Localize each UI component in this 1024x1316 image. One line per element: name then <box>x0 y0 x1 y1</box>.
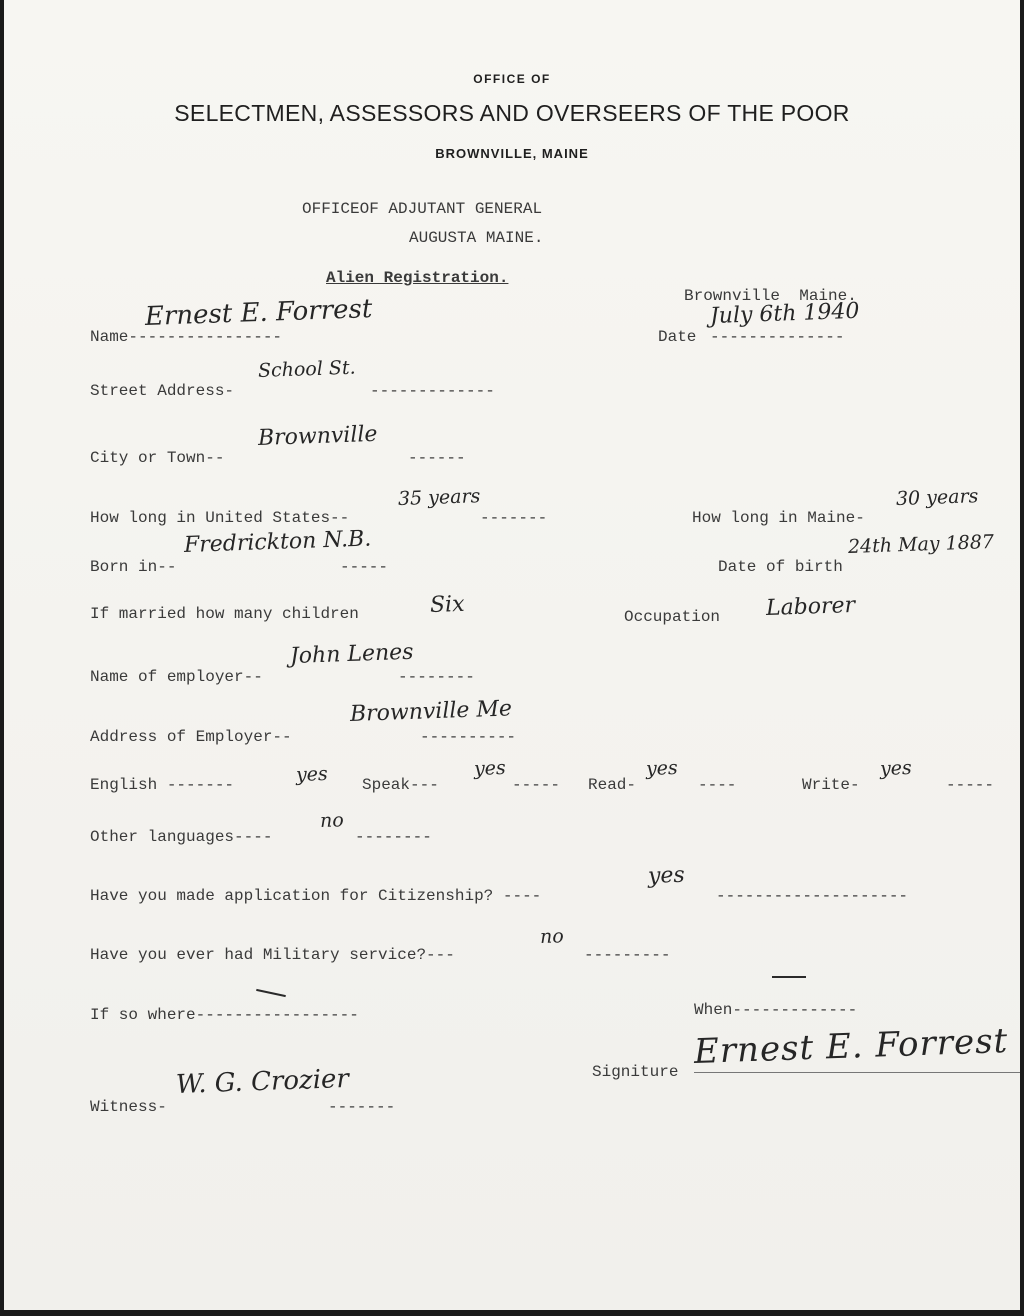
name-dashes: --------------- <box>138 328 283 346</box>
when-label: When------------- <box>694 1001 858 1019</box>
english-label: English ------- <box>90 776 235 794</box>
augusta-maine: AUGUSTA MAINE. <box>409 229 544 247</box>
write-label: Write- <box>802 776 860 794</box>
witness-label: Witness- <box>90 1098 167 1116</box>
street-value: School St. <box>257 356 356 382</box>
scan-border-left <box>0 0 4 1316</box>
occupation-label: Occupation <box>624 608 721 626</box>
letterhead-town: BROWNVILLE, MAINE <box>435 146 589 161</box>
years-maine-label: How long in Maine- <box>692 509 865 527</box>
date-dashes: -------------- <box>710 328 845 346</box>
employer-address-value: Brownville Me <box>349 696 513 727</box>
employer-address-label: Address of Employer-- <box>90 728 292 746</box>
witness-value: W. G. Crozier <box>175 1063 350 1100</box>
citizenship-value: yes <box>647 862 686 889</box>
where-stroke <box>256 989 286 997</box>
speak-label: Speak--- <box>362 776 439 794</box>
form-title: Alien Registration. <box>326 269 509 287</box>
military-label: Have you ever had Military service?--- <box>90 946 455 964</box>
witness-dashes: ------- <box>328 1098 396 1116</box>
date-of-birth-label: Date of birth <box>718 558 843 576</box>
years-us-dashes: ------- <box>480 509 548 527</box>
letterhead-title: SELECTMEN, ASSESSORS AND OVERSEERS OF THE POOR <box>174 100 850 126</box>
born-in-dashes: ----- <box>340 558 389 576</box>
date-value: July 6th 1940 <box>709 298 860 329</box>
years-us-value: 35 years <box>397 485 481 510</box>
speak-dashes: ----- <box>512 776 561 794</box>
name-value: Ernest E. Forrest <box>144 294 373 332</box>
born-in-label: Born in-- <box>90 558 177 576</box>
city-dashes: ------ <box>408 449 466 467</box>
other-languages-dashes: -------- <box>355 828 432 846</box>
military-dashes: --------- <box>584 946 671 964</box>
signature-label: Signiture <box>592 1063 679 1081</box>
write-dashes: ----- <box>946 776 995 794</box>
street-dashes: ------------- <box>370 382 495 400</box>
office-adjutant-general: OFFICEOF ADJUTANT GENERAL <box>302 200 543 218</box>
married-children-label: If married how many children <box>90 605 359 623</box>
street-label: Street Address- <box>90 382 235 400</box>
letterhead-office-of: OFFICE OF <box>473 72 551 86</box>
other-languages-label: Other languages---- <box>90 828 273 846</box>
read-label: Read- <box>588 776 637 794</box>
children-value: Six <box>429 591 465 618</box>
occupation-value: Laborer <box>765 592 856 621</box>
years-maine-value: 30 years <box>895 485 979 510</box>
read-value: yes <box>645 756 679 780</box>
when-stroke <box>772 976 806 978</box>
other-languages-value: no <box>319 809 345 832</box>
read-dashes: ---- <box>698 776 737 794</box>
employer-dashes: -------- <box>398 668 475 686</box>
military-value: no <box>539 925 565 948</box>
signature-line <box>694 1072 1020 1073</box>
employer-label: Name of employer-- <box>90 668 263 686</box>
if-so-where-label: If so where----------------- <box>90 1006 359 1024</box>
years-us-label: How long in United States-- <box>90 509 350 527</box>
english-value: yes <box>295 762 329 786</box>
signature-value: Ernest E. Forrest <box>693 1021 1009 1072</box>
employer-address-dashes: ---------- <box>420 728 517 746</box>
born-in-value: Fredrickton N.B. <box>183 526 372 558</box>
write-value: yes <box>879 756 913 780</box>
date-label: Date <box>658 328 697 346</box>
city-label: City or Town-- <box>90 449 225 467</box>
place-header: Brownville Maine. <box>684 287 857 305</box>
name-label: Name- <box>90 328 139 346</box>
citizenship-label: Have you made application for Citizenship? ---- <box>90 887 542 905</box>
city-value: Brownville <box>257 421 378 451</box>
date-of-birth-value: 24th May 1887 <box>847 530 995 558</box>
citizenship-dashes: -------------------- <box>716 887 909 905</box>
scan-border-bottom <box>0 1310 1024 1316</box>
scan-border-right <box>1020 0 1024 1316</box>
speak-value: yes <box>473 756 507 780</box>
employer-value: John Lenes <box>289 639 414 669</box>
